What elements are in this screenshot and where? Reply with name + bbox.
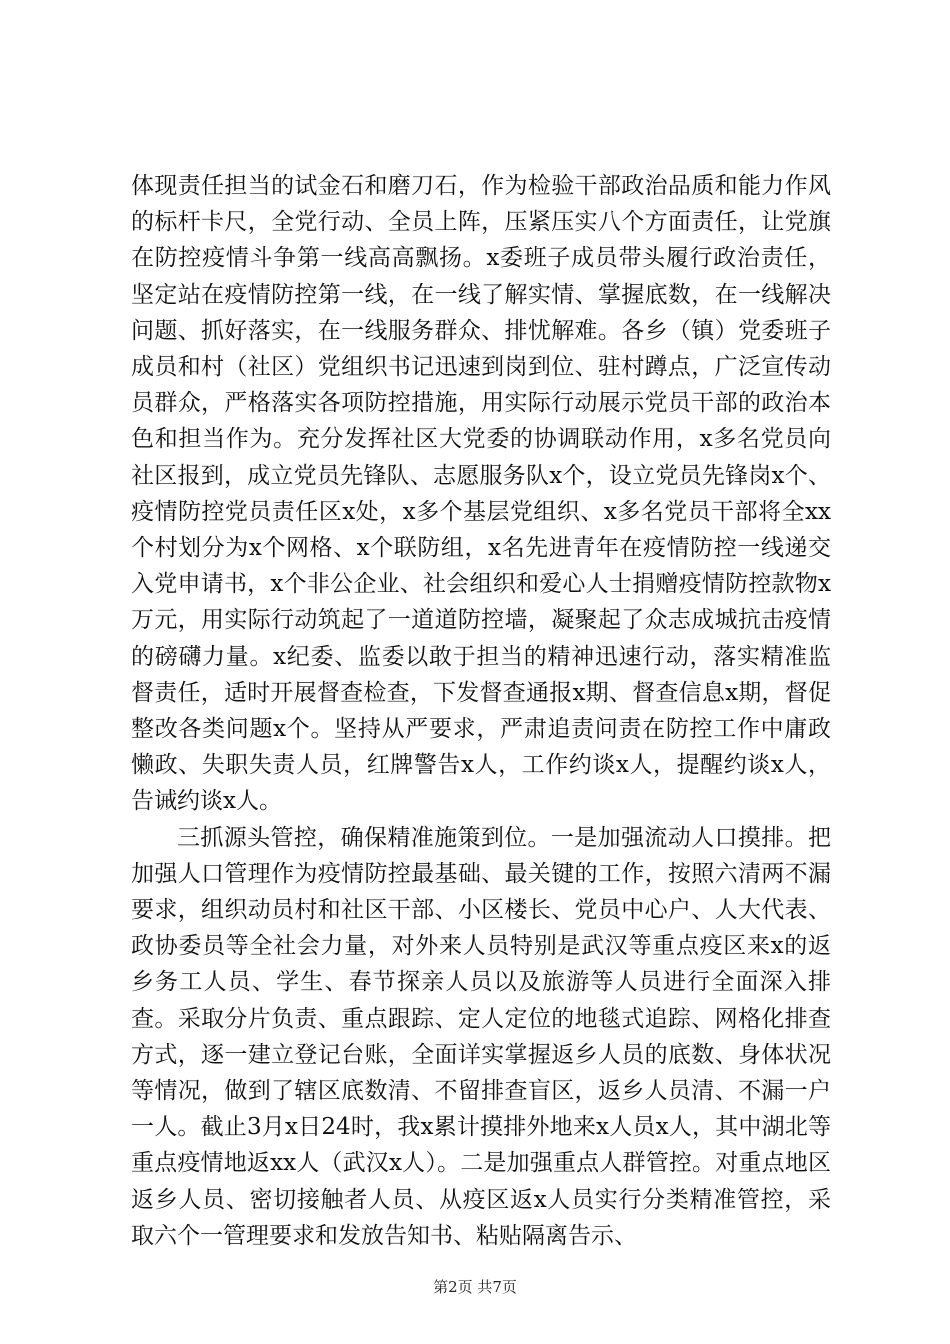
paragraph-1: 体现责任担当的试金石和磨刀石，作为检验干部政治品质和能力作风的标杆卡尺，全党行动、全员上阵，压紧压实八个方面责任，让党旗在防控疫情斗争第一线高高飘扬。x委班子成员带头履行政治责任，坚定站在疫情防控第一线，在一线了解实情、掌握底数，在一线解决问题、抓好落实，在一线服务群众、排忧解难。各乡（镇）党委班子成员和村（社区）党组织书记迅速到岗到位、驻村蹲点，广泛宣传动员群众，严格落实各项防控措施，用实际行动展示党员干部的政治本色和担当作为。充分发挥社区大党委的协调联动作用，x多名党员向社区报到，成立党员先锋队、志愿服务队x个，设立党员先锋岗x个、疫情防控党员责任区x处，x多个基层党组织、x多名党员干部将全xx个村划分为x个网格、x个联防组，x名先进青年在疫情防控一线递交入党申请书，x个非公企业、社会组织和爱心人士捐赠疫情防控款物x万元，用实际行动筑起了一道道防控墙，凝聚起了众志成城抗击疫情的磅礴力量。x纪委、监委以敢于担当的精神迅速行动，落实精准监督责任，适时开展督查检查，下发督查通报x期、督查信息x期，督促整改各类问题x个。坚持从严要求，严肃追责问责在防控工作中庸政懒政、失职失责人员，红牌警告x人，工作约谈x人，提醒约谈x人，告诫约谈x人。 bbox=[131, 173, 831, 815]
page-footer: 第2页 共7页 bbox=[433, 1278, 517, 1296]
document-body bbox=[131, 168, 831, 1254]
paragraph-2: 三抓源头管控，确保精准施策到位。一是加强流动人口摸排。把加强人口管理作为疫情防控最基础、最关键的工作，按照六清两不漏要求，组织动员村和社区干部、小区楼长、党员中心户、人大代表、政协委员等全社会力量，对外来人员特别是武汉等重点疫区来x的返乡务工人员、学生、春节探亲人员以及旅游等人员进行全面深入排查。采取分片负责、重点跟踪、定人定位的地毯式追踪、网格化排查方式，逐一建立登记台账，全面详实掌握返乡人员的底数、身体状况等情况，做到了辖区底数清、不留排查盲区，返乡人员清、不漏一户一人。截止3月x日24时，我x累计摸排外地来x人员x人，其中湖北等重点疫情地返xx人（武汉x人）。二是加强重点人群管控。对重点地区返乡人员、密切接触者人员、从疫区返x人员实行分类精准管控，采取六个一管理要求和发放告知书、粘贴隔离告示、 bbox=[131, 824, 831, 1249]
